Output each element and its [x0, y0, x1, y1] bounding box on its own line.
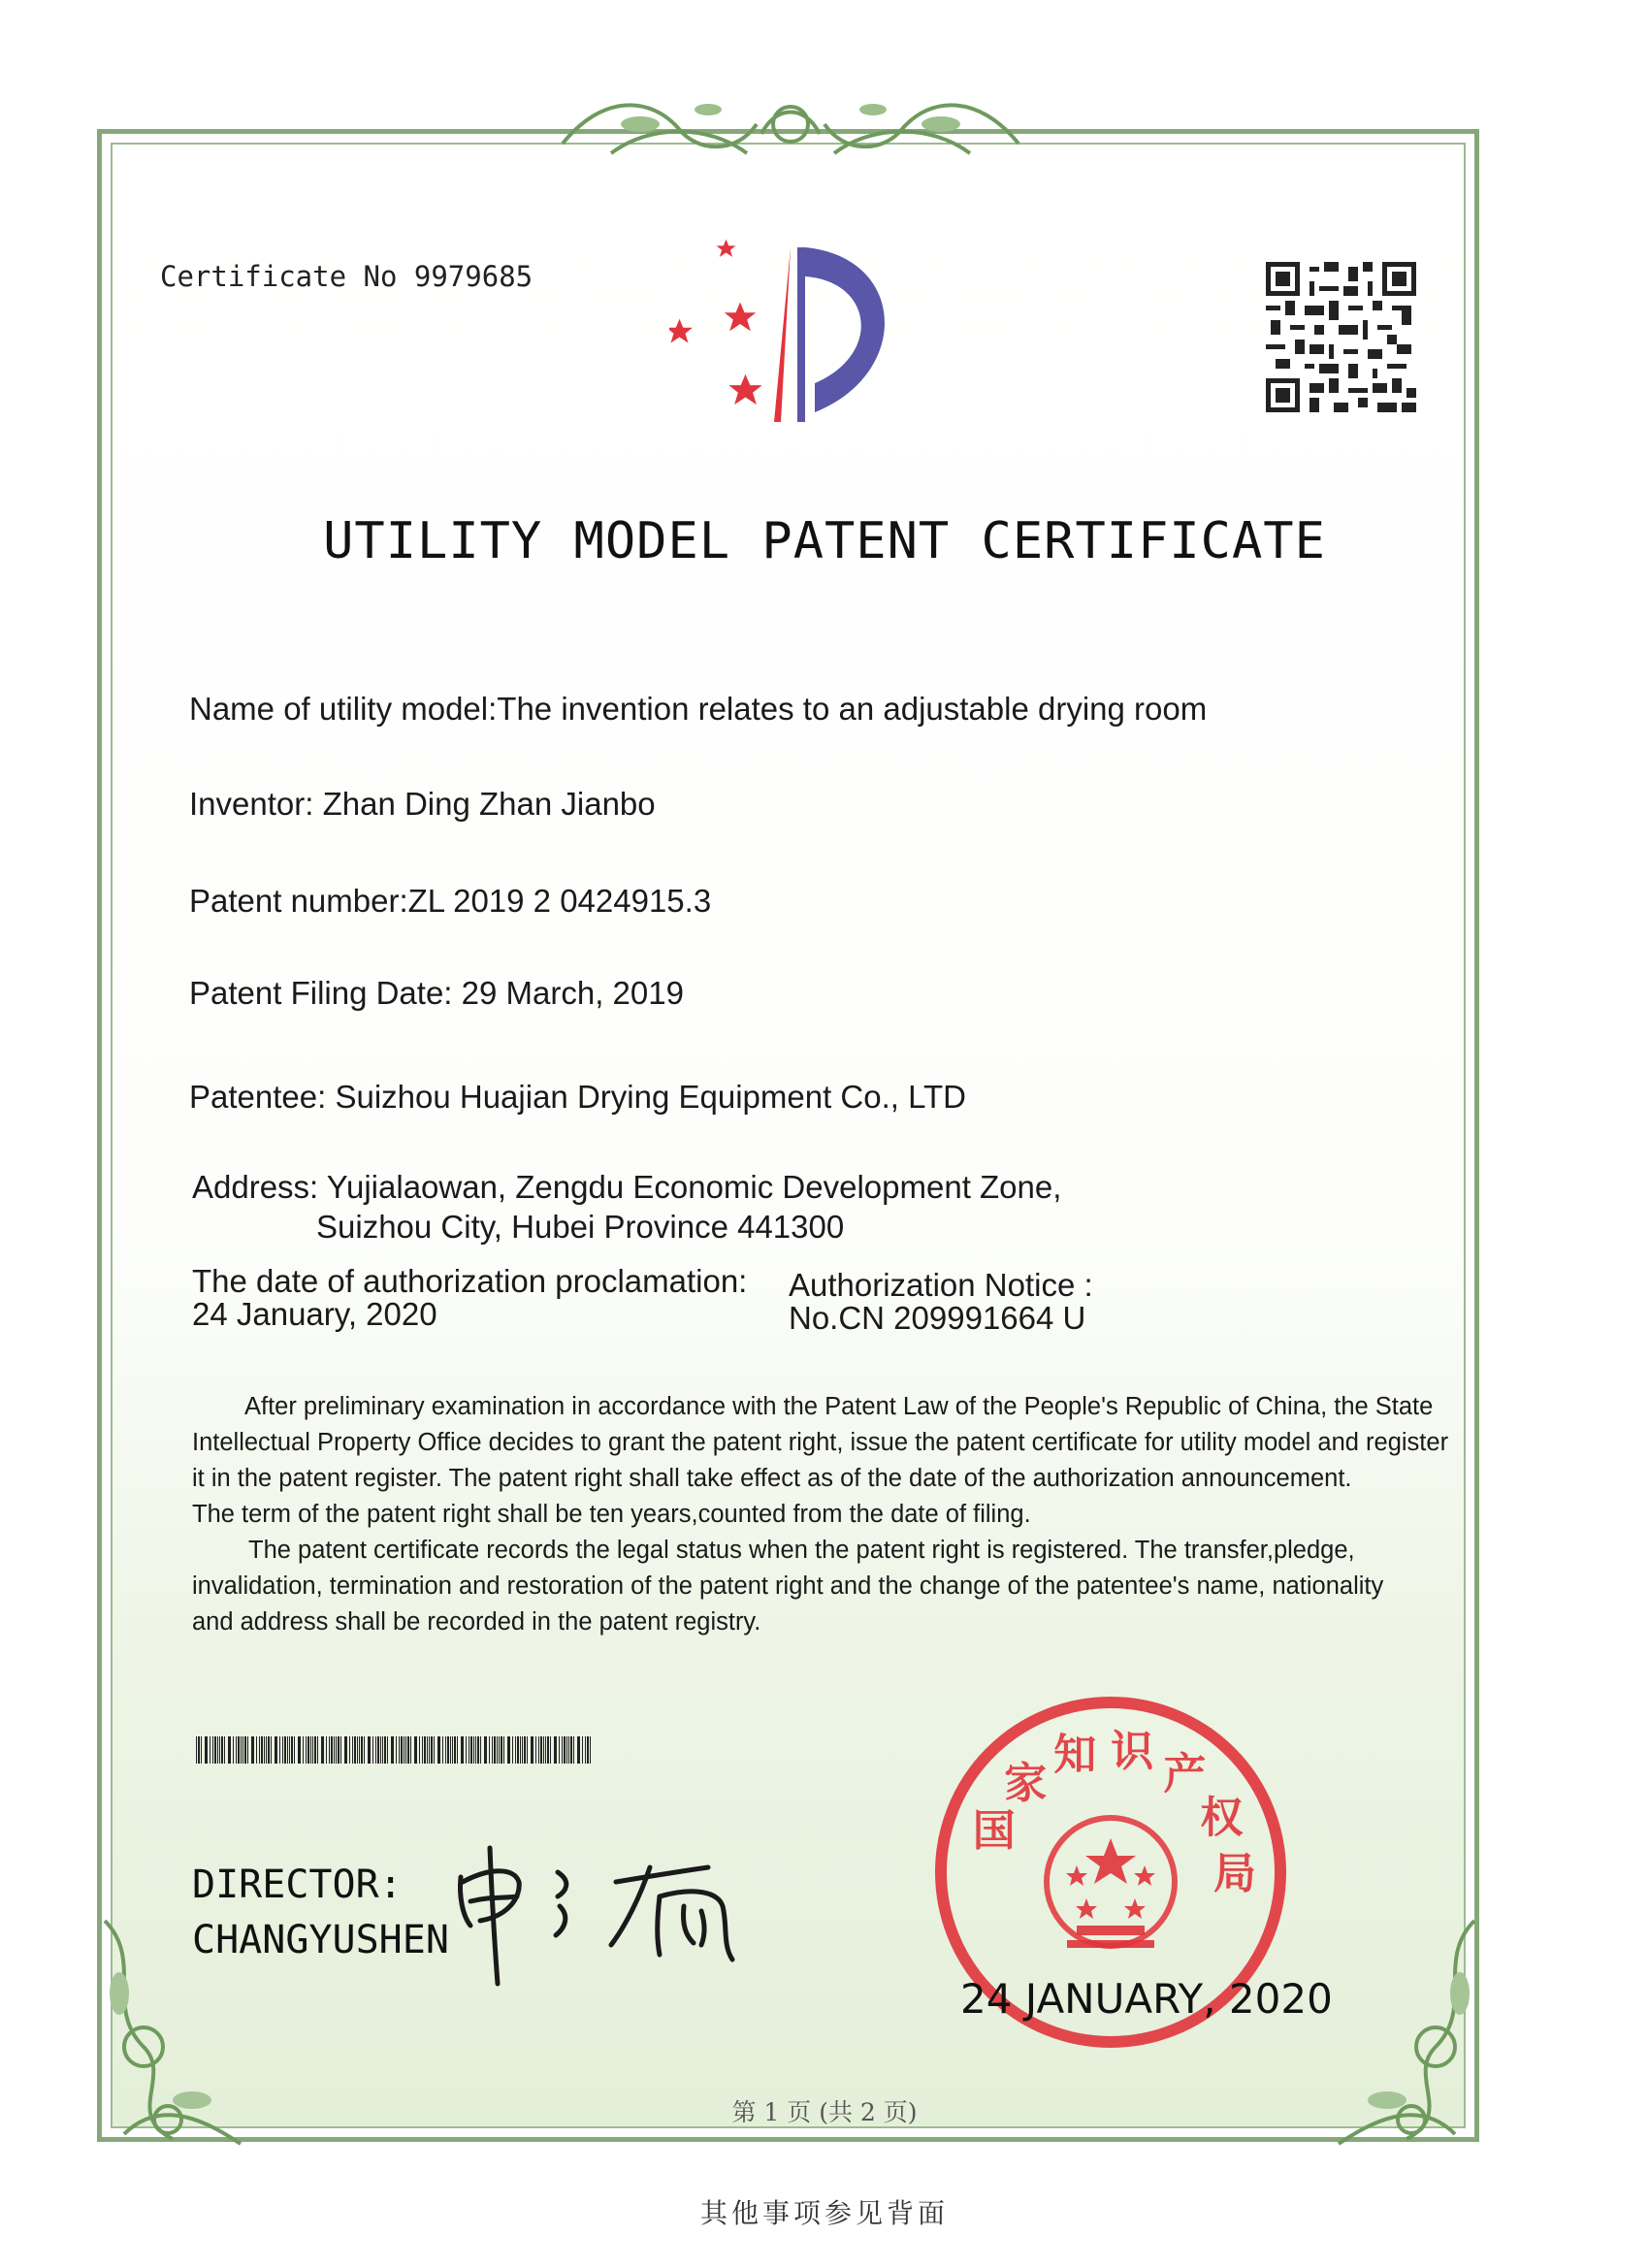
- legal-text-line: invalidation, termination and restoration of the patent right and the change of the patentee's name, nationality: [192, 1572, 1384, 1600]
- barcode-bar: [236, 1736, 237, 1764]
- legal-text: [192, 1389, 1453, 1640]
- barcode-bar: [242, 1736, 243, 1764]
- barcode-bar: [312, 1736, 313, 1764]
- patent-number: Patent number:ZL 2019 2 0424915.3: [189, 883, 712, 919]
- barcode-bar: [275, 1736, 277, 1764]
- barcode-bar: [317, 1736, 318, 1764]
- barcode-bar: [264, 1736, 265, 1764]
- barcode-bar: [284, 1736, 286, 1764]
- barcode-bar: [585, 1736, 586, 1764]
- barcode-bar: [384, 1736, 386, 1764]
- barcode-bar: [259, 1736, 260, 1764]
- barcode-bar: [524, 1736, 526, 1764]
- barcode-bar: [499, 1736, 500, 1764]
- barcode-bar: [224, 1736, 225, 1764]
- patent-office-logo: [669, 238, 922, 432]
- barcode-bar: [247, 1736, 248, 1764]
- barcode-bar: [582, 1736, 583, 1764]
- barcode-bar: [515, 1736, 516, 1764]
- barcode-bar: [326, 1736, 327, 1764]
- barcode-bar: [547, 1736, 549, 1764]
- barcode-bar: [214, 1736, 216, 1764]
- barcode-bar: [361, 1736, 363, 1764]
- barcode-bar: [310, 1736, 311, 1764]
- barcode-bar: [291, 1736, 293, 1764]
- barcode-bar: [466, 1736, 467, 1764]
- barcode-bar: [562, 1736, 563, 1764]
- barcode-bar: [271, 1736, 272, 1764]
- issue-date: 24 JANUARY, 2020: [960, 1975, 1333, 2023]
- barcode-bar: [329, 1736, 330, 1764]
- seal-character: 国: [972, 1806, 1016, 1857]
- barcode-bar: [540, 1736, 542, 1764]
- patentee: Patentee: Suizhou Huajian Drying Equipment Co., LTD: [189, 1079, 966, 1115]
- barcode-bar: [429, 1736, 430, 1764]
- barcode-bar: [289, 1736, 290, 1764]
- director-name: CHANGYUSHEN: [192, 1918, 449, 1962]
- seal-character: 权: [1200, 1793, 1244, 1843]
- address-line-2: Suizhou City, Hubei Province 441300: [316, 1209, 845, 1245]
- barcode-bar: [359, 1736, 360, 1764]
- barcode-bar: [492, 1736, 493, 1764]
- barcode-bar: [497, 1736, 498, 1764]
- barcode-bar: [334, 1736, 335, 1764]
- authorization-proclamation-date: 24 January, 2020: [192, 1296, 437, 1332]
- barcode-bar: [377, 1736, 379, 1764]
- barcode-bar: [357, 1736, 358, 1764]
- barcode-bar: [405, 1736, 406, 1764]
- barcode-bar: [517, 1736, 519, 1764]
- barcode-bar: [244, 1736, 246, 1764]
- top-ornament: [553, 85, 1028, 173]
- barcode-bar: [434, 1736, 435, 1764]
- barcode-bar: [512, 1736, 513, 1764]
- barcode-bar: [427, 1736, 428, 1764]
- barcode-bar: [198, 1736, 200, 1764]
- barcode-bar: [538, 1736, 539, 1764]
- barcode-bar: [266, 1736, 267, 1764]
- director-title: DIRECTOR:: [192, 1863, 403, 1907]
- legal-text-line: The term of the patent right shall be ten years,counted from the date of filing.: [192, 1501, 1031, 1528]
- barcode-bar: [396, 1736, 397, 1764]
- barcode-bar: [477, 1736, 479, 1764]
- barcode-bar: [559, 1736, 560, 1764]
- inventor: Inventor: Zhan Ding Zhan Jianbo: [189, 786, 656, 822]
- page-number: 第 1 页 (共 2 页): [731, 2098, 918, 2126]
- barcode-bar: [287, 1736, 288, 1764]
- barcode-bar: [241, 1736, 242, 1764]
- legal-text-line: and address shall be recorded in the patent registry.: [192, 1608, 761, 1636]
- barcode-bar: [340, 1736, 341, 1764]
- barcode-bar: [399, 1736, 400, 1764]
- barcode-bar: [314, 1736, 316, 1764]
- barcode-bar: [577, 1736, 580, 1764]
- barcode-bar: [387, 1736, 388, 1764]
- barcode-bar: [382, 1736, 383, 1764]
- barcode-bar: [419, 1736, 420, 1764]
- barcode-bar: [520, 1736, 521, 1764]
- barcode-bar: [475, 1736, 476, 1764]
- barcode-bar: [401, 1736, 403, 1764]
- barcode-bar: [303, 1736, 304, 1764]
- barcode-bar: [321, 1736, 324, 1764]
- barcode-bar: [484, 1736, 487, 1764]
- barcode-bar: [503, 1736, 504, 1764]
- barcode-bar: [410, 1736, 411, 1764]
- barcode-bar: [568, 1736, 569, 1764]
- barcode-bar: [372, 1736, 373, 1764]
- legal-text-line: After preliminary examination in accordance with the Patent Law of the People's Republic of China, the State: [244, 1393, 1434, 1420]
- barcode-bar: [470, 1736, 472, 1764]
- barcode-bar: [375, 1736, 376, 1764]
- barcode-bar: [531, 1736, 534, 1764]
- barcode-bar: [535, 1736, 536, 1764]
- barcode-bar: [414, 1736, 417, 1764]
- barcode-bar: [431, 1736, 433, 1764]
- barcode-bar: [522, 1736, 523, 1764]
- barcode-bar: [307, 1736, 309, 1764]
- barcode-bar: [238, 1736, 240, 1764]
- barcode-bar: [349, 1736, 350, 1764]
- barcode-bar: [422, 1736, 423, 1764]
- barcode-bar: [364, 1736, 365, 1764]
- barcode-bar: [550, 1736, 551, 1764]
- barcode-bar: [338, 1736, 340, 1764]
- barcode-bar: [450, 1736, 451, 1764]
- barcode-bar: [201, 1736, 202, 1764]
- barcode-bar: [354, 1736, 356, 1764]
- barcode-bar: [564, 1736, 566, 1764]
- barcode-bar: [336, 1736, 337, 1764]
- barcode-bar: [457, 1736, 458, 1764]
- barcode-bar: [590, 1736, 591, 1764]
- barcode-bar: [391, 1736, 394, 1764]
- barcode-bar: [298, 1736, 301, 1764]
- filing-date: Patent Filing Date: 29 March, 2019: [189, 975, 684, 1011]
- legal-text-line: Intellectual Property Office decides to grant the patent right, issue the patent certificate for utility model and register: [192, 1429, 1449, 1456]
- barcode-bar: [344, 1736, 347, 1764]
- barcode-bar: [461, 1736, 464, 1764]
- barcode-bar: [228, 1736, 231, 1764]
- director-block: [192, 1858, 449, 1968]
- barcode-bar: [282, 1736, 283, 1764]
- barcode-bar: [233, 1736, 234, 1764]
- barcode-bar: [501, 1736, 502, 1764]
- barcode-bar: [219, 1736, 220, 1764]
- barcode-bar: [268, 1736, 270, 1764]
- barcode-bar: [380, 1736, 381, 1764]
- authorization-proclamation-label: The date of authorization proclamation:: [192, 1263, 748, 1299]
- barcode: [196, 1736, 594, 1764]
- barcode-bar: [507, 1736, 510, 1764]
- seal-character: 产: [1163, 1749, 1207, 1799]
- barcode-bar: [570, 1736, 572, 1764]
- barcode-bar: [294, 1736, 295, 1764]
- barcode-bar: [331, 1736, 333, 1764]
- barcode-bar: [587, 1736, 589, 1764]
- seal-character: 局: [1213, 1849, 1256, 1898]
- certificate-number: Certificate No 9979685: [160, 260, 534, 293]
- barcode-bar: [527, 1736, 528, 1764]
- legal-text-line: The patent certificate records the legal status when the patent right is registered. The transfer,pledge,: [248, 1537, 1355, 1564]
- barcode-bar: [407, 1736, 409, 1764]
- barcode-bar: [566, 1736, 567, 1764]
- barcode-bar: [573, 1736, 574, 1764]
- certificate-title: UTILITY MODEL PATENT CERTIFICATE: [323, 512, 1326, 570]
- barcode-bar: [279, 1736, 280, 1764]
- seal-character: 知: [1053, 1730, 1097, 1780]
- barcode-bar: [306, 1736, 307, 1764]
- barcode-bar: [205, 1736, 208, 1764]
- barcode-bar: [217, 1736, 218, 1764]
- seal-character: 识: [1111, 1726, 1154, 1776]
- barcode-bar: [261, 1736, 263, 1764]
- barcode-bar: [368, 1736, 371, 1764]
- barcode-bar: [424, 1736, 426, 1764]
- barcode-bar: [543, 1736, 544, 1764]
- barcode-bar: [221, 1736, 223, 1764]
- barcode-bar: [442, 1736, 443, 1764]
- authorization-notice-number: No.CN 209991664 U: [789, 1300, 1086, 1336]
- address-line-1: Address: Yujialaowan, Zengdu Economic Development Zone,: [192, 1169, 1062, 1205]
- barcode-bar: [256, 1736, 257, 1764]
- barcode-bar: [437, 1736, 440, 1764]
- barcode-bar: [480, 1736, 481, 1764]
- utility-model-name: Name of utility model:The invention relates to an adjustable drying room: [189, 691, 1208, 727]
- barcode-bar: [352, 1736, 353, 1764]
- barcode-bar: [473, 1736, 474, 1764]
- seal-character: 家: [1004, 1758, 1048, 1808]
- qr-code: [1266, 262, 1416, 412]
- authorization-notice-label: Authorization Notice :: [789, 1267, 1093, 1303]
- barcode-bar: [447, 1736, 449, 1764]
- barcode-bar: [554, 1736, 557, 1764]
- barcode-bar: [489, 1736, 490, 1764]
- legal-text-line: it in the patent register. The patent right shall take effect as of the date of the authorization announcement.: [192, 1465, 1352, 1492]
- barcode-bar: [445, 1736, 446, 1764]
- barcode-bar: [454, 1736, 456, 1764]
- barcode-bar: [452, 1736, 453, 1764]
- barcode-bar: [494, 1736, 496, 1764]
- barcode-bar: [212, 1736, 213, 1764]
- barcode-bar: [196, 1736, 197, 1764]
- barcode-bar: [545, 1736, 546, 1764]
- barcode-bar: [251, 1736, 254, 1764]
- back-note: 其他事项参见背面: [699, 2197, 949, 2229]
- director-signature: [451, 1838, 791, 1993]
